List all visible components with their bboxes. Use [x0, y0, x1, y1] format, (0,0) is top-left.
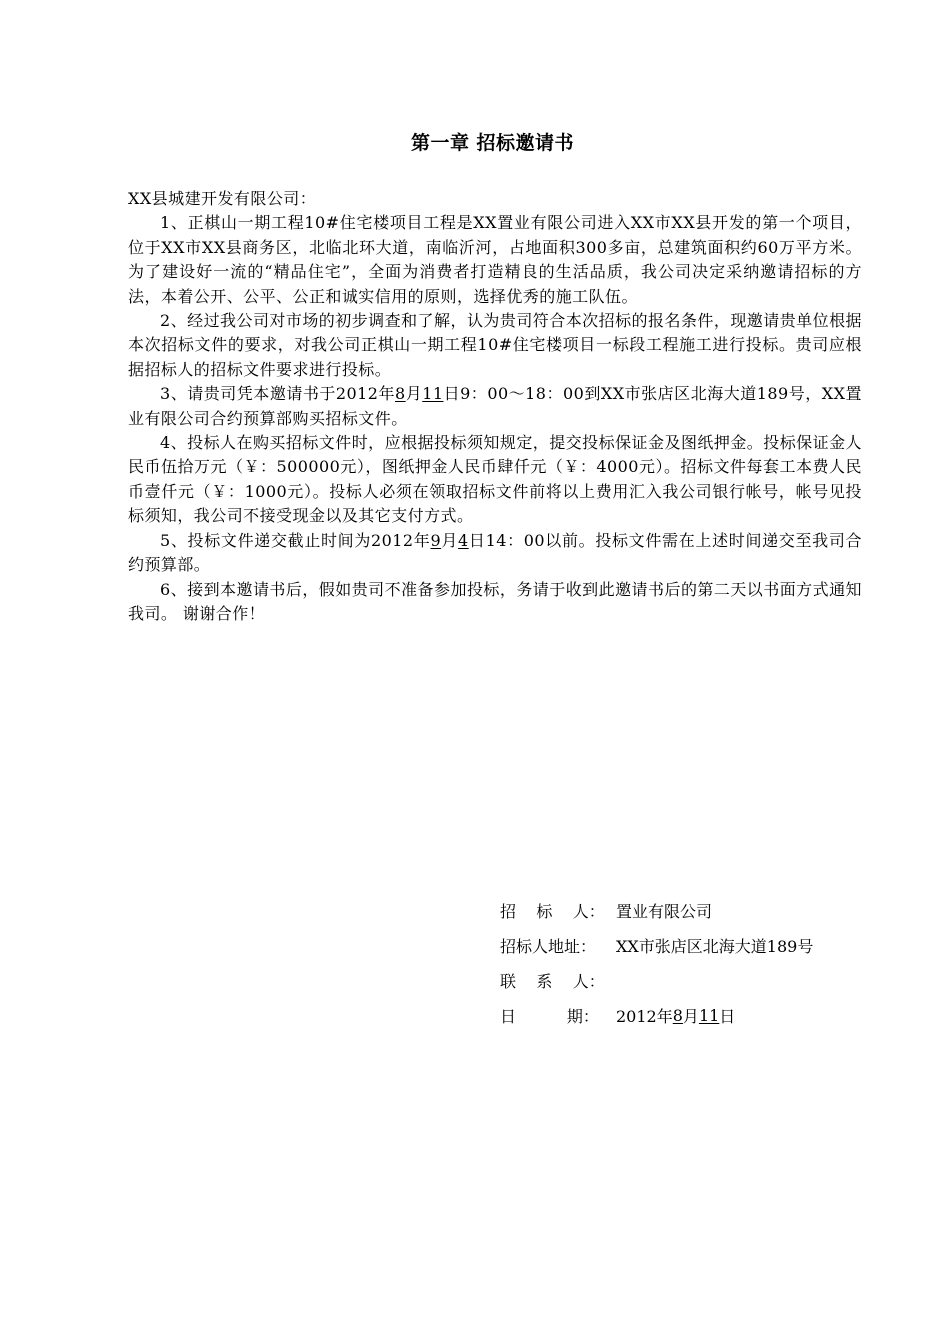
paragraph-3-day: 11	[422, 384, 444, 404]
paragraph-3	[128, 382, 862, 431]
date-row	[500, 998, 900, 1033]
date-month: 8	[672, 1006, 683, 1025]
tenderer-row	[500, 893, 900, 928]
address-label: 招标人地址：	[500, 937, 597, 956]
date-month-unit: 月	[682, 1007, 699, 1026]
date-day: 11	[698, 1006, 720, 1025]
signature-block	[500, 893, 900, 1033]
paragraph-3-month: 8	[395, 384, 406, 404]
paragraph-5-text-a: 5、投标文件递交截止时间为2012年	[160, 530, 431, 550]
date-label: 日 期：	[500, 1007, 599, 1026]
paragraph-4: 4、投标人在购买招标文件时，应根据投标须知规定，提交投标保证金及图纸押金。投标保证金人民币伍拾万元（￥：500000元），图纸押金人民币肆仟元（￥：4000元）。招标文件每套工本费人民币壹仟元（￥：1000元）。投标人必须在领取招标文件前将以上费用汇入我公司银行帐号，帐号见投标须知，我公司不接受现金以及其它支付方式。	[128, 433, 862, 526]
paragraph-5	[128, 529, 862, 578]
paragraph-5-day: 4	[458, 530, 469, 550]
paragraph-5-text-b: 月	[441, 530, 459, 550]
date-year: 2012年	[616, 1007, 673, 1026]
tenderer-label: 招 标 人：	[500, 902, 605, 921]
contact-row	[500, 963, 900, 998]
contact-label: 联 系 人：	[500, 972, 605, 991]
paragraph-5-text-c: 日14：00以前。投标文件需在上述时间递交至我司合约预算部。	[128, 530, 862, 575]
paragraph-3-text-c: 日9：00～18：00到XX市张店区北海大道189号，XX置业有限公司合约预算部购买招标文件。	[128, 384, 862, 428]
paragraph-5-month: 9	[430, 530, 442, 550]
letter-body	[128, 187, 862, 626]
chapter-title: 第一章 招标邀请书	[410, 132, 575, 154]
paragraph-2: 2、经过我公司对市场的初步调查和了解，认为贵司符合本次招标的报名条件，现邀请贵单位根据本次招标文件的要求，对我公司正棋山一期工程10#住宅楼项目一标段工程施工进行投标。贵司应根据招标人的招标文件要求进行投标。	[128, 311, 862, 379]
address-row	[500, 928, 900, 963]
date-day-unit: 日	[719, 1007, 736, 1026]
paragraph-1: 1、正棋山一期工程10#住宅楼项目工程是XX置业有限公司进入XX市XX县开发的第一个项目，位于XX市XX县商务区，北临北环大道，南临沂河，占地面积300多亩，总建筑面积约60万平方米。为了建设好一流的“精品住宅”，全面为消费者打造精良的生活品质，我公司决定采纳邀请招标的方法，本着公开、公平、公正和诚实信用的原则，选择优秀的施工队伍。	[128, 213, 862, 306]
paragraph-3-text-a: 3、请贵司凭本邀请书于2012年	[160, 384, 396, 404]
paragraph-6: 6、接到本邀请书后，假如贵司不准备参加投标，务请于收到此邀请书后的第二天以书面方式通知我司。 谢谢合作！	[128, 579, 862, 623]
salutation: XX县城建开发有限公司：	[128, 189, 317, 208]
address-value: XX市张店区北海大道189号	[616, 937, 814, 956]
tenderer-value: 置业有限公司	[616, 902, 713, 921]
paragraph-3-text-b: 月	[405, 384, 423, 404]
